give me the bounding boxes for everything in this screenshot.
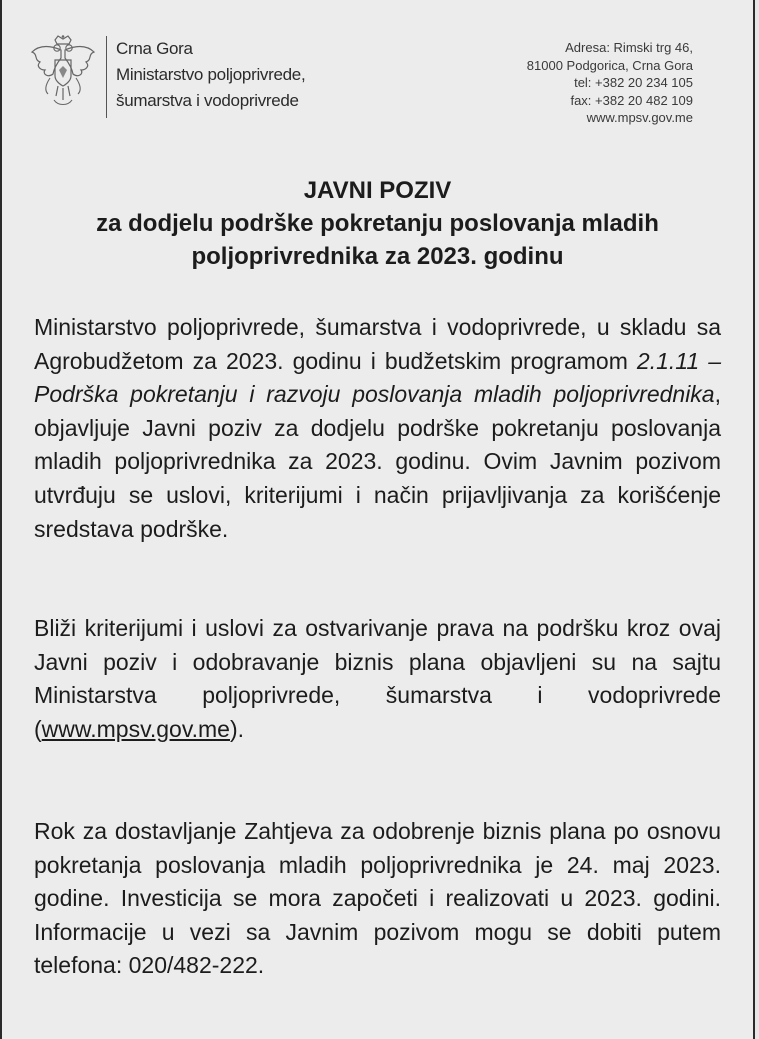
address-city: 81000 Podgorica, Crna Gora bbox=[526, 57, 693, 73]
criteria-text-start: Bliži kriterijumi i uslovi za ostvarivanje prava na podršku kroz ovaj Javni poziv i odobravanje biznis plana objavljeni su na sajtu Ministarstva poljoprivrede, šumarstva i vodoprivrede ( bbox=[34, 615, 721, 742]
intro-text-start: Ministarstvo poljoprivrede, šumarstva i vodoprivrede, u skladu sa Agrobudžetom za 2023. godinu i budžetskim programom bbox=[34, 314, 721, 374]
intro-text-end: , objavljuje Javni poziv za dodjelu podrške pokretanju poslovanja mladih poljoprivrednika za 2023. godinu. Ovim Javnim pozivom utvrđuju se uslovi, kriterijumi i način prijavljivanja za korišćenje sredstava podrške. bbox=[34, 381, 721, 542]
deadline-text: Rok za dostavljanje Zahtjeva za odobrenje biznis plana po osnovu pokretanja poslovanja mladih poljoprivrednika je 24. maj 2023. godine. Investicija se mora započeti i realizovati u 2023. godini. Informacije u vezi sa Javnim pozivom mogu se dobiti putem telefona: 020/482-222. bbox=[34, 818, 721, 979]
program-name: 2.1.11 – Podrška pokretanju i razvoju poslovanja mladih poljoprivrednika bbox=[34, 347, 722, 408]
header-divider bbox=[106, 36, 107, 118]
paragraph-deadline bbox=[34, 815, 721, 983]
paragraph-criteria bbox=[34, 612, 721, 746]
address-fax: fax: +382 20 482 109 bbox=[570, 92, 693, 108]
paragraph-intro bbox=[34, 311, 721, 546]
org-ministry-line1: Ministarstvo poljoprivrede, bbox=[116, 65, 306, 84]
document-title bbox=[32, 174, 723, 273]
address-website: www.mpsv.gov.me bbox=[586, 110, 693, 125]
letterhead bbox=[28, 28, 693, 128]
criteria-text-end: ). bbox=[229, 715, 245, 742]
website-link[interactable]: www.mpsv.gov.me bbox=[41, 715, 230, 742]
org-ministry-line2: šumarstva i vodoprivrede bbox=[116, 91, 299, 110]
title-line-2: za dodjelu podrške pokretanju poslovanja mladih bbox=[96, 210, 659, 237]
title-line-3: poljoprivrednika za 2023. godinu bbox=[191, 243, 564, 270]
title-line-1: JAVNI POZIV bbox=[303, 177, 452, 204]
address-street: Adresa: Rimski trg 46, bbox=[565, 40, 693, 55]
coat-of-arms-icon bbox=[28, 34, 98, 114]
ministry-name bbox=[116, 36, 305, 114]
address-tel: tel: +382 20 234 105 bbox=[574, 75, 693, 90]
org-country: Crna Gora bbox=[116, 39, 193, 58]
contact-address bbox=[527, 39, 693, 127]
